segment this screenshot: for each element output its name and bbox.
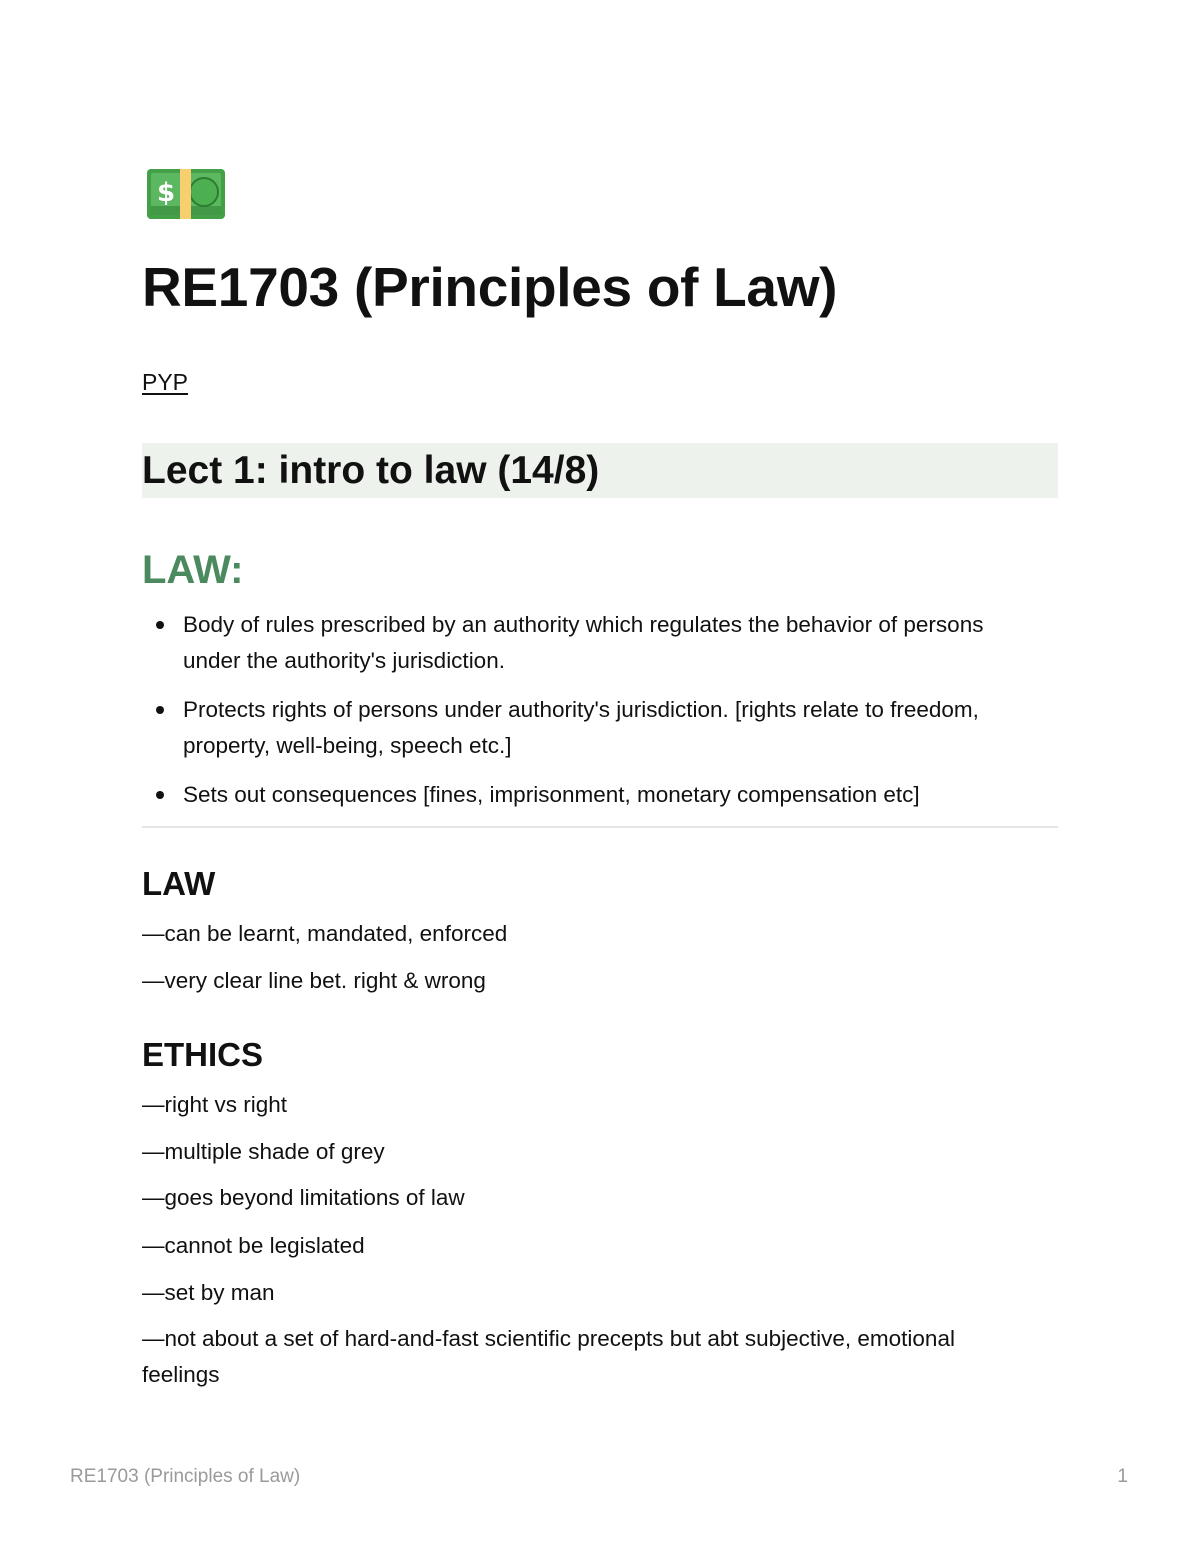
ethics-line: —right vs right <box>142 1092 288 1117</box>
ethics-line: —set by man <box>142 1280 275 1305</box>
svg-text:$: $ <box>156 178 176 208</box>
bullet-dot-icon <box>156 706 164 714</box>
footer-doc-title: RE1703 (Principles of Law) <box>70 1466 301 1487</box>
law-line: —can be learnt, mandated, enforced <box>142 921 508 946</box>
lecture-heading-block <box>142 443 1058 498</box>
pyp-link[interactable]: PYP <box>142 369 189 395</box>
law-definition-list <box>142 607 1042 826</box>
law-colon-heading: LAW: <box>142 548 244 592</box>
section-divider <box>142 826 1058 828</box>
footer-page-number: 1 <box>1117 1466 1128 1487</box>
lecture-heading: Lect 1: intro to law (14/8) <box>142 449 600 492</box>
ethics-line: —cannot be legislated <box>142 1233 365 1258</box>
ethics-line: —multiple shade of grey <box>142 1139 385 1164</box>
ethics-line: —goes beyond limitations of law <box>142 1185 465 1210</box>
law-heading: LAW <box>142 865 216 902</box>
law-line: —very clear line bet. right & wrong <box>142 968 486 993</box>
list-item-text: Sets out consequences [fines, imprisonment, monetary compensation etc] <box>183 782 920 807</box>
list-item <box>142 607 1042 679</box>
bullet-dot-icon <box>156 621 164 629</box>
list-item-text: Body of rules prescribed by an authority which regulates the behavior of persons under the authority's jurisdiction. <box>183 612 984 673</box>
ethics-heading: ETHICS <box>142 1036 264 1073</box>
money-banknote-icon <box>146 168 226 220</box>
list-item <box>142 692 1042 764</box>
list-item <box>142 777 1042 813</box>
bullet-dot-icon <box>156 791 164 799</box>
list-item-text: Protects rights of persons under authority's jurisdiction. [rights relate to freedom, property, well-being, speech etc.] <box>183 697 979 758</box>
ethics-line: —not about a set of hard-and-fast scientific precepts but abt subjective, emotional feelings <box>142 1326 955 1387</box>
page-title: RE1703 (Principles of Law) <box>142 256 838 318</box>
